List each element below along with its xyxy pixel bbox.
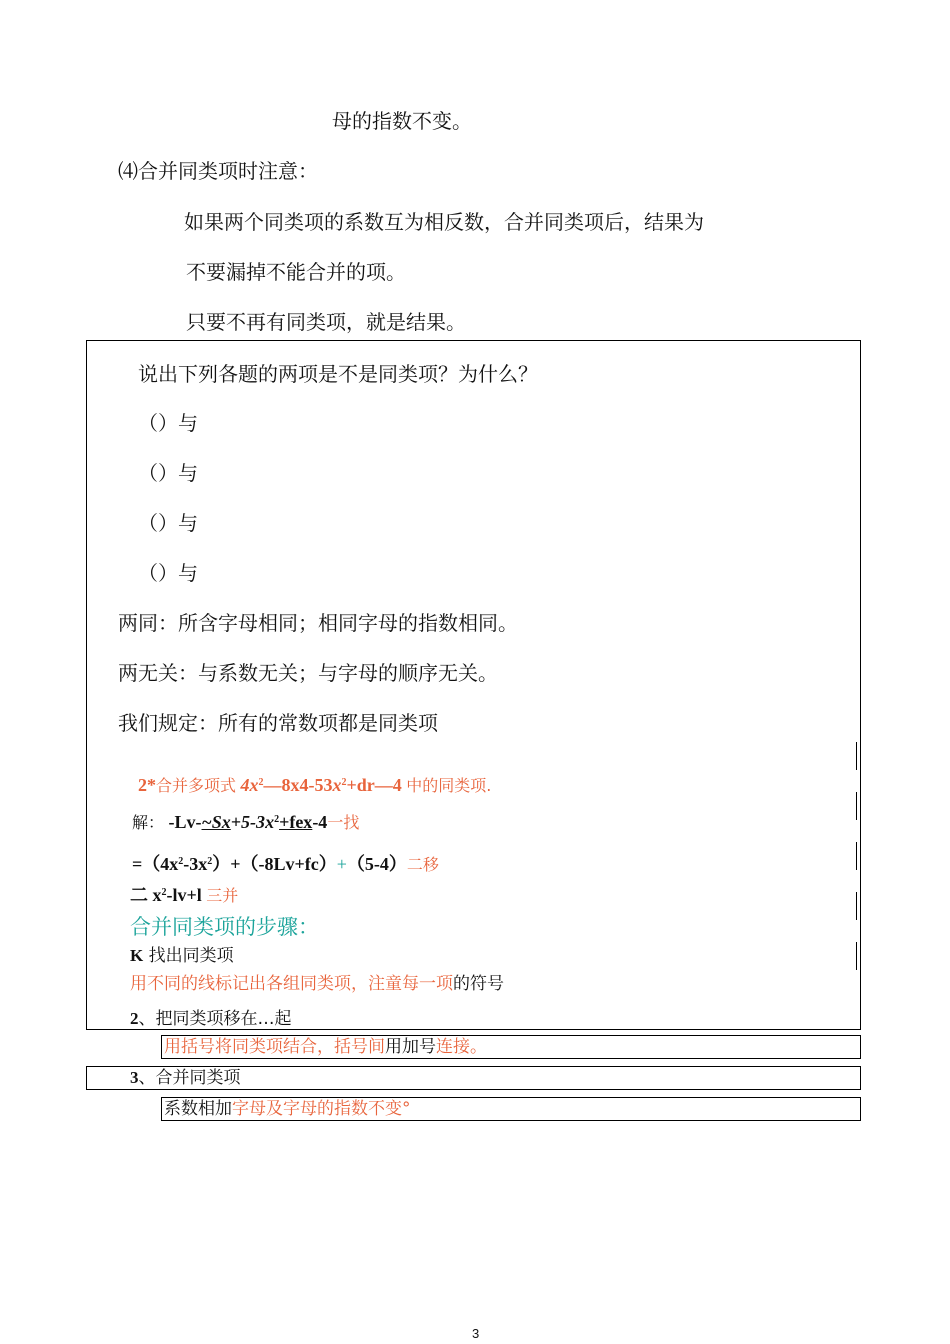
text-line: 只要不再有同类项，就是结果。 (186, 310, 466, 334)
term: -4 (312, 812, 328, 832)
divider (856, 842, 857, 870)
step-3-note (164, 1098, 411, 1120)
step-tag: 三并 (206, 886, 239, 905)
step-number: K (130, 946, 144, 965)
list-item: （）与 (138, 511, 198, 535)
term: -Lv- (168, 812, 202, 832)
term: 二 x (130, 885, 162, 905)
divider (856, 892, 857, 920)
term: =（4x (132, 854, 179, 874)
plus-sign: + (336, 854, 347, 874)
solution-line-2 (132, 852, 439, 877)
term: —8x4-53 (263, 775, 333, 795)
text-line: 不要漏掉不能合并的项。 (186, 260, 406, 284)
step-3 (130, 1067, 241, 1089)
step-tag: 一找 (327, 813, 360, 832)
step-2 (130, 1008, 292, 1030)
term: +dr—4 (346, 775, 402, 795)
term: x (332, 775, 342, 795)
term: +fex (279, 812, 313, 832)
step-1-note (130, 973, 504, 995)
rule-text: 两无关：与系数无关；与字母的顺序无关。 (118, 661, 498, 685)
solution-line-1 (132, 810, 359, 835)
note-text: 用加号 (385, 1037, 436, 1057)
solve-label: 解： (132, 813, 165, 832)
divider (856, 792, 857, 820)
text-line: 母的指数不变。 (332, 109, 472, 133)
exponent: 2 (161, 887, 167, 898)
text-line: 如果两个同类项的系数互为相反数，合并同类项后，结果为 (184, 210, 704, 234)
example-suffix: 中的同类项. (406, 776, 492, 795)
term: -3x (183, 854, 208, 874)
note-text: 连接。 (436, 1037, 487, 1057)
note-text: 用括号将同类项结合，括号间 (164, 1037, 385, 1057)
note-text: 系数相加 (164, 1099, 232, 1119)
rule-text: 两同：所含字母相同；相同字母的指数相同。 (118, 611, 518, 635)
exponent: 2 (178, 856, 184, 867)
step-text: 找出同类项 (148, 946, 234, 966)
exponent: 2 (341, 777, 347, 788)
exponent: 2 (274, 814, 280, 825)
exponent: 2 (258, 777, 264, 788)
steps-title: 合并同类项的步骤： (130, 915, 319, 939)
step-number: 2 (130, 1009, 139, 1028)
example-number: 2* (138, 775, 156, 795)
note-text: 用不同的线标记出各组同类项，注童每一项 (130, 974, 453, 994)
term: +5-3 (230, 812, 266, 832)
divider (856, 742, 857, 770)
term: ）+（-8Lv+fc） (212, 854, 337, 874)
step-tag: 二移 (406, 855, 439, 874)
step-text: 、合并同类项 (138, 1068, 241, 1088)
term: -lv+l (166, 885, 202, 905)
term: x (265, 812, 275, 832)
solution-line-3 (130, 883, 238, 908)
step-number: 3 (130, 1068, 139, 1087)
term: （5-4） (346, 854, 407, 874)
page-number: 3 (472, 1326, 480, 1341)
question-text: 说出下列各题的两项是不是同类项？为什么？ (138, 362, 538, 386)
step-text: 、把同类项移在…起 (138, 1009, 292, 1029)
example-problem (138, 773, 491, 798)
exponent: 2 (207, 856, 213, 867)
list-item: （）与 (138, 561, 198, 585)
example-prefix: 合并多项式 (156, 776, 237, 795)
divider (856, 942, 857, 970)
list-item: （）与 (138, 411, 198, 435)
note-text: 的符号 (453, 974, 504, 994)
note-text: 字母及字母的指数不变° (232, 1099, 411, 1119)
list-item: （）与 (138, 461, 198, 485)
term: ~Sx (201, 812, 231, 832)
step-2-note (164, 1036, 487, 1058)
text-line: ⑷合并同类项时注意： (118, 159, 318, 183)
term: 4x (240, 775, 259, 795)
rule-text: 我们规定：所有的常数项都是同类项 (118, 711, 438, 735)
step-1 (130, 945, 234, 967)
